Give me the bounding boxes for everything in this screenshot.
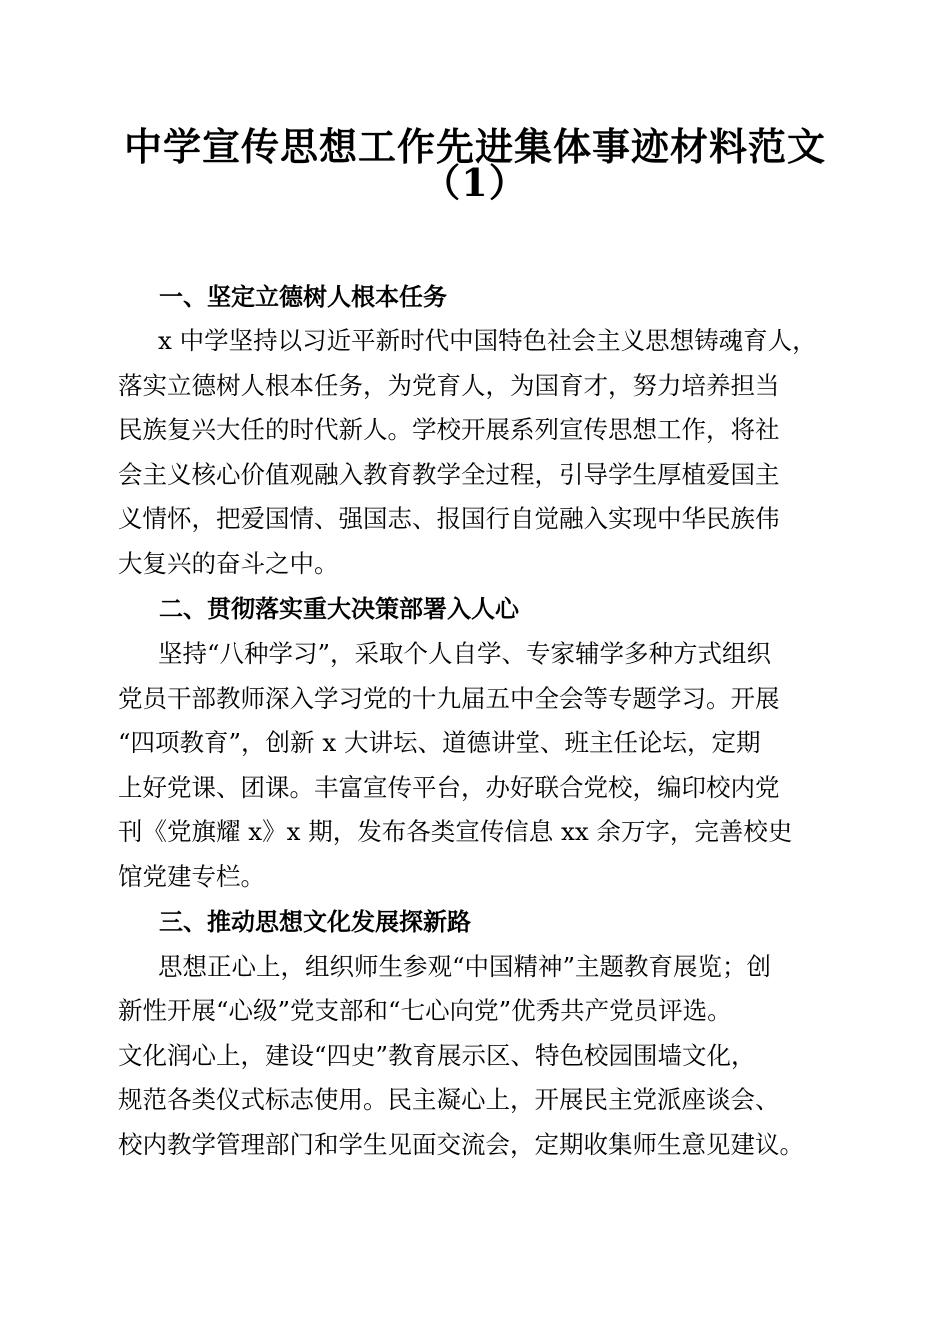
paragraph-line: 会主义核心价值观融入教育教学全过程，引导学生厚植爱国主 [118,460,780,489]
paragraph-line: 思想正心上，组织师生参观“中国精神”主题教育展览；创 [158,952,772,981]
paragraph-line: 义情怀，把爱国情、强国志、报国行自觉融入实现中华民族伟 [118,504,780,533]
section-heading-3: 三、推动思想文化发展探新路 [159,908,471,936]
paragraph-line: “四项教育”，创新 x 大讲坛、道德讲堂、班主任论坛，定期 [118,728,761,757]
paragraph-line: 规范各类仪式标志使用。民主凝心上，开展民主党派座谈会、 [118,1085,780,1114]
paragraph-line: 馆党建专栏。 [118,862,265,891]
document-title-number: （1） [422,160,528,205]
paragraph-line: 新性开展“心级”党支部和“七心向党”优秀共产党员评选。 [118,996,732,1025]
section-heading-1: 一、坚定立德树人根本任务 [159,283,447,311]
paragraph-line: 落实立德树人根本任务，为党育人，为国育才，努力培养担当 [118,371,780,400]
paragraph-line: 民族复兴大任的时代新人。学校开展系列宣传思想工作，将社 [118,415,780,444]
paragraph-line: 上好党课、团课。丰富宣传平台，办好联合党校，编印校内党 [118,773,780,802]
paragraph-line: x 中学坚持以习近平新时代中国特色社会主义思想铸魂育人， [158,326,817,355]
paragraph-line: 大复兴的奋斗之中。 [118,549,339,578]
paragraph-line: 党员干部教师深入学习党的十九届五中全会等专题学习。开展 [118,684,780,713]
paragraph-line: 刊《党旗耀 x》x 期，发布各类宣传信息 xx 余万字，完善校史 [118,817,793,846]
document-title: 中学宣传思想工作先进集体事迹材料范文 [123,124,826,169]
paragraph-line: 文化润心上，建设“四史”教育展示区、特色校园围墙文化， [118,1041,756,1070]
section-heading-2: 二、贯彻落实重大决策部署入人心 [159,595,519,623]
paragraph-line: 坚持“八种学习”，采取个人自学、专家辅学多种方式组织 [158,639,772,668]
paragraph-line: 校内教学管理部门和学生见面交流会，定期收集师生意见建议。 [118,1130,804,1159]
